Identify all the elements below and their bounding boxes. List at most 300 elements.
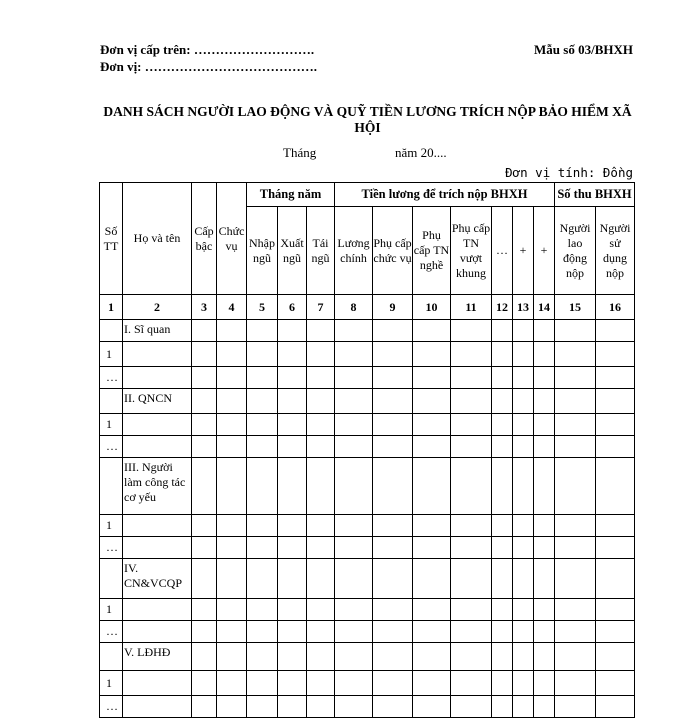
table-cell <box>373 320 413 342</box>
period-year-label: năm 20.... <box>395 145 447 160</box>
table-cell <box>192 559 217 599</box>
table-cell <box>413 621 451 643</box>
col-number: 11 <box>451 295 492 320</box>
col-number: 1 <box>100 295 123 320</box>
table-cell <box>492 458 513 515</box>
table-cell <box>413 320 451 342</box>
col-position-allowance-header: Phụ cấp chức vụ <box>373 207 413 295</box>
table-cell <box>451 559 492 599</box>
table-cell <box>217 458 247 515</box>
table-cell <box>335 671 373 696</box>
section-row <box>100 320 635 342</box>
table-cell <box>555 342 596 367</box>
table-cell <box>335 414 373 436</box>
col-seniority-allowance-header: Phụ cấp TN nghề <box>413 207 451 295</box>
parent-unit-line: Đơn vị cấp trên: ………………………. <box>100 42 315 57</box>
table-row <box>100 414 635 436</box>
table-cell <box>555 458 596 515</box>
table-cell <box>451 671 492 696</box>
table-cell <box>534 643 555 671</box>
col-number: 13 <box>513 295 534 320</box>
col-extra1-header: … <box>492 207 513 295</box>
table-cell <box>596 599 635 621</box>
table-cell <box>413 367 451 389</box>
table-cell <box>555 671 596 696</box>
table-cell <box>373 436 413 458</box>
table-cell <box>307 389 335 414</box>
table-cell <box>278 559 307 599</box>
table-cell <box>513 389 534 414</box>
col-number: 9 <box>373 295 413 320</box>
table-cell <box>492 621 513 643</box>
table-cell <box>596 436 635 458</box>
table-cell <box>596 367 635 389</box>
col-number: 2 <box>123 295 192 320</box>
table-cell <box>373 414 413 436</box>
row-number: 1 <box>100 515 123 537</box>
section-row <box>100 559 635 599</box>
table-cell <box>100 559 123 599</box>
table-cell <box>373 389 413 414</box>
col-number: 10 <box>413 295 451 320</box>
table-cell <box>596 515 635 537</box>
table-body <box>100 320 635 718</box>
section-row <box>100 458 635 515</box>
table-cell <box>100 320 123 342</box>
table-cell <box>247 342 278 367</box>
table-cell <box>451 696 492 718</box>
table-cell <box>123 342 192 367</box>
table-cell <box>100 458 123 515</box>
table-cell <box>192 389 217 414</box>
table-row <box>100 696 635 718</box>
table-cell <box>192 696 217 718</box>
table-cell <box>451 436 492 458</box>
table-cell <box>373 671 413 696</box>
table-cell <box>555 696 596 718</box>
table-cell <box>247 537 278 559</box>
group-header-row <box>100 183 635 207</box>
table-cell <box>247 643 278 671</box>
table-cell <box>513 414 534 436</box>
table-cell <box>555 367 596 389</box>
table-cell <box>492 671 513 696</box>
table-cell <box>307 643 335 671</box>
table-cell <box>278 436 307 458</box>
table-cell <box>307 342 335 367</box>
unit-line: Đơn vị: …………………………………. <box>100 59 318 74</box>
table-cell <box>451 643 492 671</box>
table-cell <box>534 436 555 458</box>
table-cell <box>596 389 635 414</box>
table-cell <box>492 559 513 599</box>
table-cell <box>278 537 307 559</box>
row-number: 1 <box>100 414 123 436</box>
table-cell <box>278 599 307 621</box>
table-cell <box>247 367 278 389</box>
table-cell <box>513 515 534 537</box>
table-cell <box>555 559 596 599</box>
table-cell <box>123 436 192 458</box>
table-cell <box>335 621 373 643</box>
table-cell <box>217 414 247 436</box>
table-cell <box>555 537 596 559</box>
table-row <box>100 436 635 458</box>
table-cell <box>247 515 278 537</box>
table-cell <box>373 643 413 671</box>
table-cell <box>413 559 451 599</box>
col-employer-pays-header: Người sử dụng nộp <box>596 207 635 295</box>
table-cell <box>335 696 373 718</box>
table-cell <box>492 515 513 537</box>
table-cell <box>534 696 555 718</box>
payroll-table <box>99 182 635 718</box>
table-cell <box>307 515 335 537</box>
table-cell <box>123 621 192 643</box>
table-cell <box>513 671 534 696</box>
table-cell <box>217 367 247 389</box>
col-beyond-frame-header: Phụ cấp TN vượt khung <box>451 207 492 295</box>
group-month-year: Tháng năm <box>247 183 335 207</box>
table-cell <box>247 696 278 718</box>
table-cell <box>307 599 335 621</box>
table-cell <box>307 621 335 643</box>
table-row <box>100 671 635 696</box>
table-cell <box>492 342 513 367</box>
table-cell <box>335 458 373 515</box>
table-cell <box>123 537 192 559</box>
table-row <box>100 367 635 389</box>
col-number: 8 <box>335 295 373 320</box>
table-cell <box>373 599 413 621</box>
table-cell <box>555 621 596 643</box>
table-cell <box>100 389 123 414</box>
table-cell <box>413 537 451 559</box>
table-cell <box>247 559 278 599</box>
row-continuation: … <box>100 621 123 643</box>
table-cell <box>534 342 555 367</box>
table-cell <box>534 367 555 389</box>
table-cell <box>278 320 307 342</box>
table-cell <box>555 389 596 414</box>
table-cell <box>335 537 373 559</box>
section-title: II. QNCN <box>123 389 192 414</box>
table-cell <box>192 515 217 537</box>
table-cell <box>451 537 492 559</box>
table-cell <box>534 515 555 537</box>
table-cell <box>278 696 307 718</box>
table-cell <box>451 342 492 367</box>
table-cell <box>307 537 335 559</box>
row-continuation: … <box>100 436 123 458</box>
table-cell <box>192 458 217 515</box>
col-extra2-header: + <box>513 207 534 295</box>
col-number: 14 <box>534 295 555 320</box>
table-cell <box>555 436 596 458</box>
table-cell <box>278 367 307 389</box>
table-cell <box>534 599 555 621</box>
period-month-label: Tháng <box>283 145 317 160</box>
table-cell <box>492 414 513 436</box>
table-cell <box>335 643 373 671</box>
col-position-header: Chức vụ <box>217 183 247 295</box>
table-cell <box>192 342 217 367</box>
table-cell <box>192 320 217 342</box>
table-cell <box>307 559 335 599</box>
section-title: V. LĐHĐ <box>123 643 192 671</box>
table-cell <box>192 537 217 559</box>
table-cell <box>451 621 492 643</box>
table-cell <box>192 367 217 389</box>
table-cell <box>492 537 513 559</box>
form-number: Mẫu số 03/BHXH <box>534 42 633 57</box>
table-cell <box>335 389 373 414</box>
col-number: 6 <box>278 295 307 320</box>
table-cell <box>596 643 635 671</box>
table-cell <box>335 559 373 599</box>
table-cell <box>217 599 247 621</box>
col-number: 3 <box>192 295 217 320</box>
table-cell <box>534 414 555 436</box>
col-rank-header: Cấp bậc <box>192 183 217 295</box>
table-cell <box>335 515 373 537</box>
table-cell <box>373 458 413 515</box>
col-number: 15 <box>555 295 596 320</box>
table-cell <box>513 367 534 389</box>
table-cell <box>217 515 247 537</box>
table-cell <box>413 696 451 718</box>
table-cell <box>513 537 534 559</box>
table-cell <box>596 414 635 436</box>
table-cell <box>555 599 596 621</box>
col-number: 5 <box>247 295 278 320</box>
row-continuation: … <box>100 696 123 718</box>
table-row <box>100 342 635 367</box>
table-cell <box>413 515 451 537</box>
col-main-salary-header: Lương chính <box>335 207 373 295</box>
table-cell <box>192 621 217 643</box>
table-cell <box>451 414 492 436</box>
table-cell <box>596 320 635 342</box>
table-cell <box>492 367 513 389</box>
table-cell <box>513 621 534 643</box>
table-cell <box>451 458 492 515</box>
table-cell <box>413 458 451 515</box>
col-number: 12 <box>492 295 513 320</box>
table-cell <box>492 389 513 414</box>
table-cell <box>192 599 217 621</box>
table-cell <box>123 696 192 718</box>
table-cell <box>217 559 247 599</box>
table-cell <box>278 515 307 537</box>
col-number: 16 <box>596 295 635 320</box>
table-cell <box>555 320 596 342</box>
table-cell <box>492 436 513 458</box>
table-cell <box>278 643 307 671</box>
table-cell <box>451 320 492 342</box>
table-cell <box>335 599 373 621</box>
row-number: 1 <box>100 671 123 696</box>
table-cell <box>335 436 373 458</box>
table-cell <box>596 671 635 696</box>
table-cell <box>596 458 635 515</box>
table-cell <box>534 458 555 515</box>
column-number-row <box>100 295 635 320</box>
col-name-header: Họ và tên <box>123 183 192 295</box>
table-cell <box>534 671 555 696</box>
table-cell <box>247 414 278 436</box>
table-cell <box>278 389 307 414</box>
table-cell <box>534 320 555 342</box>
col-reenlist-header: Tái ngũ <box>307 207 335 295</box>
col-worker-pays-header: Người lao động nộp <box>555 207 596 295</box>
table-cell <box>217 320 247 342</box>
table-cell <box>534 621 555 643</box>
group-salary: Tiền lương để trích nộp BHXH <box>335 183 555 207</box>
table-cell <box>217 436 247 458</box>
table-cell <box>247 320 278 342</box>
table-cell <box>555 643 596 671</box>
table-cell <box>247 621 278 643</box>
table-cell <box>278 621 307 643</box>
table-cell <box>247 389 278 414</box>
table-cell <box>492 599 513 621</box>
table-cell <box>307 414 335 436</box>
table-cell <box>247 671 278 696</box>
table-cell <box>217 621 247 643</box>
table-cell <box>123 367 192 389</box>
document-title: DANH SÁCH NGƯỜI LAO ĐỘNG VÀ QUỸ TIỀN LƯƠNG TRÍCH NỘP BẢO HIỂM XÃ HỘI <box>103 104 632 135</box>
table-cell <box>192 436 217 458</box>
section-row <box>100 643 635 671</box>
table-cell <box>373 367 413 389</box>
table-cell <box>513 320 534 342</box>
table-row <box>100 621 635 643</box>
table-cell <box>192 643 217 671</box>
table-cell <box>335 320 373 342</box>
col-extra3-header: + <box>534 207 555 295</box>
table-row <box>100 599 635 621</box>
table-cell <box>307 671 335 696</box>
table-cell <box>492 696 513 718</box>
table-cell <box>217 671 247 696</box>
table-cell <box>513 342 534 367</box>
table-cell <box>596 559 635 599</box>
table-cell <box>513 559 534 599</box>
table-cell <box>555 515 596 537</box>
table-cell <box>192 414 217 436</box>
table-cell <box>513 458 534 515</box>
table-cell <box>413 599 451 621</box>
table-cell <box>596 621 635 643</box>
table-cell <box>373 696 413 718</box>
table-cell <box>513 696 534 718</box>
table-cell <box>596 696 635 718</box>
row-continuation: … <box>100 537 123 559</box>
table-cell <box>278 414 307 436</box>
table-cell <box>492 643 513 671</box>
table-cell <box>278 342 307 367</box>
table-cell <box>513 599 534 621</box>
col-discharge-header: Xuất ngũ <box>278 207 307 295</box>
currency-unit: Đơn vị tính: Đồng <box>505 165 633 180</box>
table-cell <box>278 671 307 696</box>
table-cell <box>307 320 335 342</box>
table-cell <box>247 436 278 458</box>
table-cell <box>247 458 278 515</box>
section-title: I. Sĩ quan <box>123 320 192 342</box>
group-collection: Số thu BHXH <box>555 183 635 207</box>
table-cell <box>451 515 492 537</box>
row-number: 1 <box>100 342 123 367</box>
table-cell <box>534 389 555 414</box>
table-cell <box>534 559 555 599</box>
table-cell <box>451 367 492 389</box>
table-cell <box>123 414 192 436</box>
table-cell <box>192 671 217 696</box>
table-cell <box>596 537 635 559</box>
table-cell <box>123 515 192 537</box>
table-cell <box>413 342 451 367</box>
table-cell <box>123 599 192 621</box>
table-cell <box>123 671 192 696</box>
table-cell <box>413 643 451 671</box>
col-stt-header: Số TT <box>100 183 123 295</box>
table-cell <box>513 643 534 671</box>
table-cell <box>555 414 596 436</box>
table-cell <box>307 696 335 718</box>
table-cell <box>217 696 247 718</box>
table-cell <box>534 537 555 559</box>
section-title: IV. CN&VCQP <box>123 559 192 599</box>
row-number: 1 <box>100 599 123 621</box>
table-cell <box>413 671 451 696</box>
table-cell <box>307 367 335 389</box>
table-cell <box>278 458 307 515</box>
table-cell <box>373 342 413 367</box>
table-cell <box>217 643 247 671</box>
table-cell <box>373 621 413 643</box>
table-cell <box>373 559 413 599</box>
table-cell <box>217 537 247 559</box>
table-cell <box>307 458 335 515</box>
section-title: III. Người làm công tác cơ yếu <box>123 458 192 515</box>
table-cell <box>247 599 278 621</box>
table-cell <box>217 342 247 367</box>
table-cell <box>100 643 123 671</box>
table-cell <box>373 537 413 559</box>
row-continuation: … <box>100 367 123 389</box>
table-cell <box>335 367 373 389</box>
table-cell <box>373 515 413 537</box>
col-number: 4 <box>217 295 247 320</box>
table-cell <box>513 436 534 458</box>
table-row <box>100 537 635 559</box>
col-enlist-header: Nhập ngũ <box>247 207 278 295</box>
table-row <box>100 515 635 537</box>
table-cell <box>451 389 492 414</box>
col-number: 7 <box>307 295 335 320</box>
table-cell <box>413 436 451 458</box>
table-cell <box>492 320 513 342</box>
table-cell <box>335 342 373 367</box>
table-cell <box>413 389 451 414</box>
section-row <box>100 389 635 414</box>
table-cell <box>451 599 492 621</box>
table-cell <box>307 436 335 458</box>
table-cell <box>596 342 635 367</box>
table-cell <box>217 389 247 414</box>
